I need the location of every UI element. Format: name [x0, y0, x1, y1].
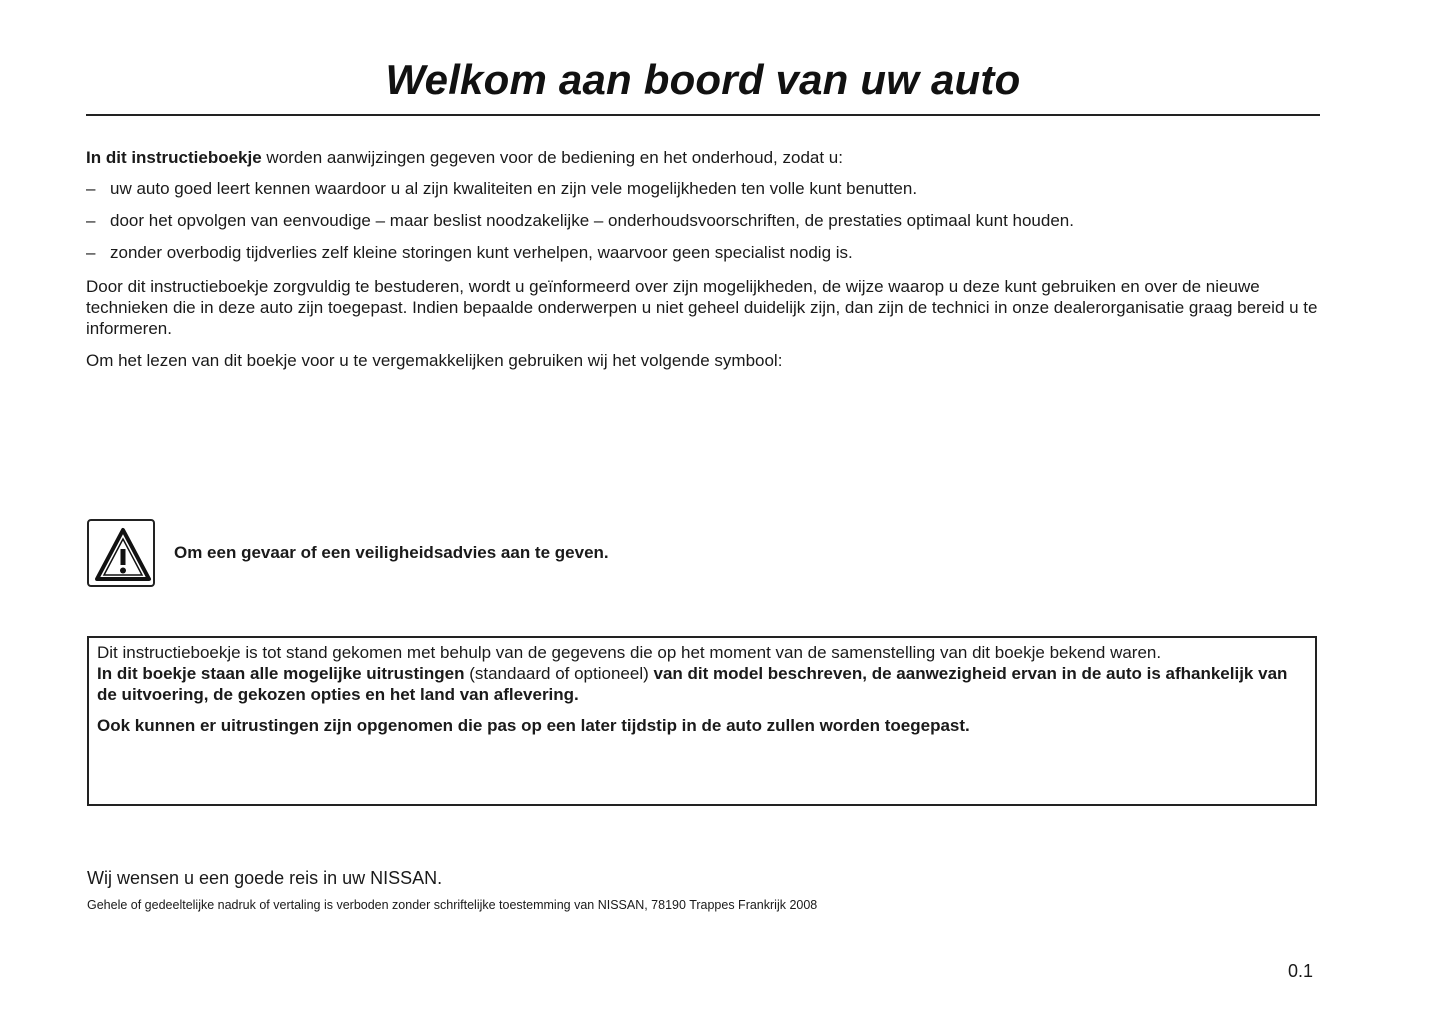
- list-dash: –: [86, 243, 96, 262]
- closing-wish: Wij wensen u een goede reis in uw NISSAN.: [87, 868, 443, 888]
- notice-normal: (standaard of optioneel): [464, 664, 654, 683]
- copyright-notice: Gehele of gedeeltelijke nadruk of vertaling is verboden zonder schriftelijke toestemming van NISSAN, 78190 Trappes Frankrijk 2008: [87, 898, 818, 912]
- list-dash: –: [86, 211, 96, 230]
- intro-paragraph: [86, 147, 1322, 168]
- intro-rest: worden aanwijzingen gegeven voor de bediening en het onderhoud, zodat u:: [261, 148, 843, 167]
- warning-description: Om een gevaar of een veiligheidsadvies aan te geven.: [174, 543, 609, 562]
- list-item: [86, 242, 1322, 263]
- list-item: [86, 210, 1322, 231]
- notice-line-3-text: Ook kunnen er uitrustingen zijn opgenomen die pas op een later tijdstip in de auto zullen worden toegepast.: [97, 716, 970, 735]
- title-divider: [86, 114, 1320, 116]
- notice-bold-a: In dit boekje staan alle mogelijke uitrustingen: [97, 664, 465, 683]
- benefit-list: [86, 178, 1322, 274]
- notice-line-1: Dit instructieboekje is tot stand gekomen met behulp van de gegevens die op het moment van de samenstelling van dit boekje bekend waren.: [97, 643, 1162, 662]
- page-number: 0.1: [1288, 961, 1314, 981]
- notice-line-2: [97, 663, 1307, 705]
- symbol-paragraph: Om het lezen van dit boekje voor u te vergemakkelijken gebruiken wij het volgende symbool:: [86, 351, 783, 370]
- notice-box: [87, 636, 1317, 806]
- page-title: Welkom aan boord van uw auto: [385, 56, 1021, 103]
- list-item-text: uw auto goed leert kennen waardoor u al zijn kwaliteiten en zijn vele mogelijkheden ten volle kunt benutten.: [110, 179, 918, 198]
- list-item: [86, 178, 1322, 199]
- list-dash: –: [86, 179, 96, 198]
- notice-bold-b: van dit model beschreven, de aanwezigheid ervan in de auto is afhankelijk van de uitvoering, de gekozen opties en het land van aflevering.: [97, 664, 1288, 704]
- list-item-text: zonder overbodig tijdverlies zelf kleine storingen kunt verhelpen, waarvoor geen specialist nodig is.: [110, 243, 853, 262]
- notice-line-3: [97, 715, 1307, 736]
- intro-bold: In dit instructieboekje: [86, 148, 262, 167]
- study-paragraph: Door dit instructieboekje zorgvuldig te bestuderen, wordt u geïnformeerd over zijn mogelijkheden, de wijze waarop u deze kunt gebruiken en over de nieuwe technieken die in deze auto zijn toegepast. Indien bepaalde onderwerpen u niet geheel duidelijk zijn, dan zijn de technici in onze dealerorganisatie graag bereid u te informeren.: [86, 277, 1318, 338]
- list-item-text: door het opvolgen van eenvoudige – maar beslist noodzakelijke – onderhoudsvoorschriften, de prestaties optimaal kunt houden.: [110, 211, 1074, 230]
- warning-triangle-icon: [87, 519, 155, 587]
